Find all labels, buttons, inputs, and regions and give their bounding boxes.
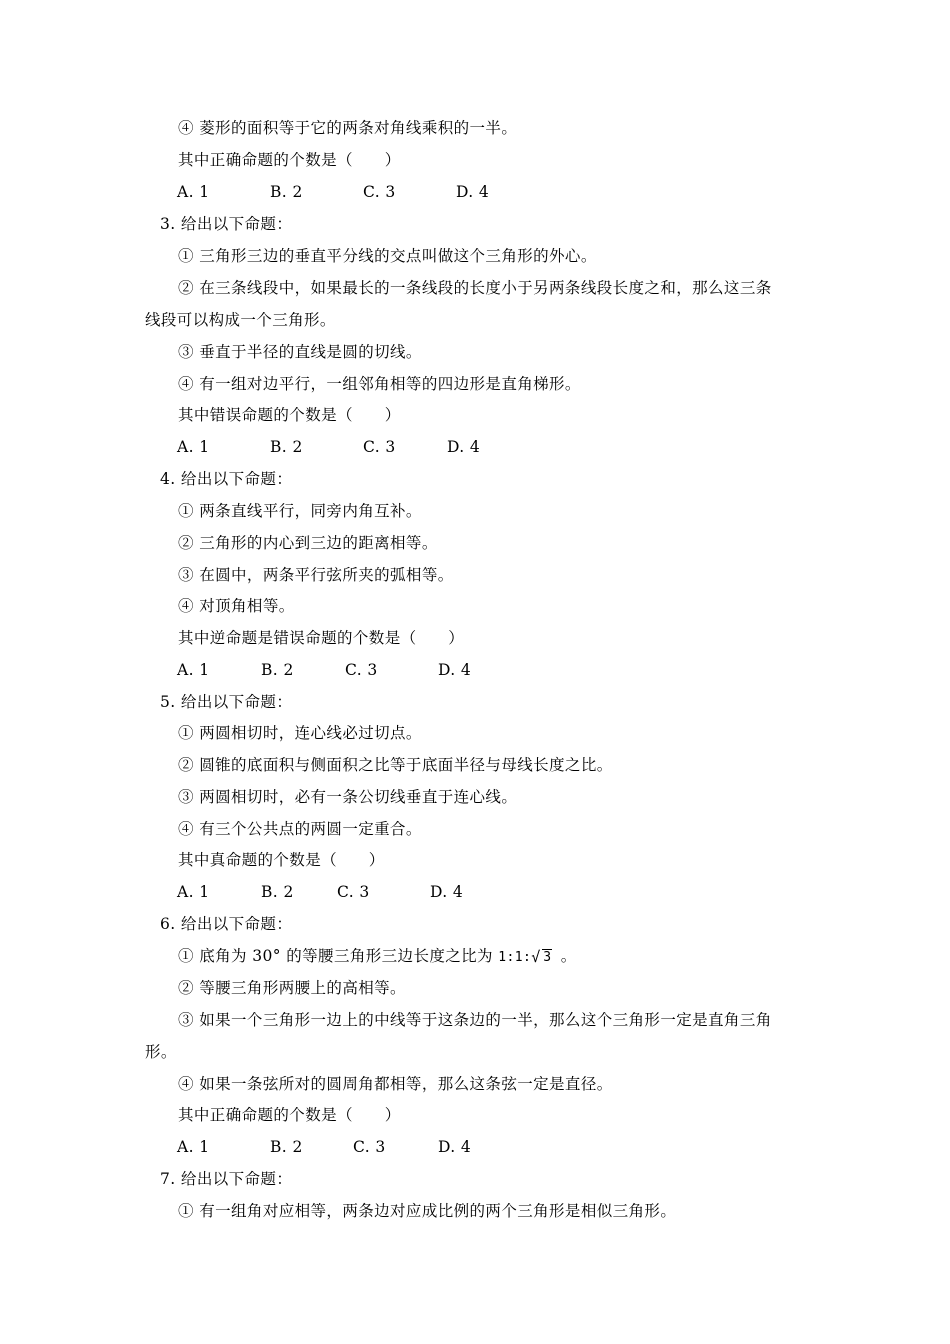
statement-6-2: ② 等腰三角形两腰上的高相等。 [178,979,406,997]
option-d: D. 4 [438,661,472,679]
option-c: C. 3 [337,883,370,901]
statement-6-4: ④ 如果一条弦所对的圆周角都相等，那么这条弦一定是直径。 [178,1075,613,1093]
option-c: C. 3 [363,438,396,456]
statement-5-4: ④ 有三个公共点的两圆一定重合。 [178,820,422,838]
question-5-prompt: 其中真命题的个数是（ ） [178,851,385,869]
option-d: D. 4 [456,183,490,201]
question-4-heading: 4. 给出以下命题： [160,470,293,488]
statement-6-3-cont: 形。 [145,1043,177,1061]
ratio-expression [498,950,560,965]
option-b: B. 2 [270,183,303,201]
statement-4-3: ③ 在圆中，两条平行弦所夹的弧相等。 [178,566,454,584]
option-a: A. 1 [177,883,210,901]
option-d: D. 4 [438,1138,472,1156]
statement-7-1: ① 有一组角对应相等，两条边对应成比例的两个三角形是相似三角形。 [178,1202,677,1220]
question-6-prompt: 其中正确命题的个数是（ ） [178,1106,401,1124]
statement-6-1 [178,946,577,968]
statement-5-2: ② 圆锥的底面积与侧面积之比等于底面半径与母线长度之比。 [178,756,613,774]
question-5-heading: 5. 给出以下命题： [160,693,293,711]
statement-3-1: ① 三角形三边的垂直平分线的交点叫做这个三角形的外心。 [178,247,597,265]
option-a: A. 1 [177,661,210,679]
option-a: A. 1 [177,1138,210,1156]
option-c: C. 3 [345,661,378,679]
statement-4-2: ② 三角形的内心到三边的距离相等。 [178,534,438,552]
statement-6-1-text: ① 底角为 30° 的等腰三角形三边长度之比为 [178,947,493,965]
statement-4-4: ④ 对顶角相等。 [178,597,295,615]
statement-3-4: ④ 有一组对边平行，一组邻角相等的四边形是直角梯形。 [178,375,581,393]
option-a: A. 1 [177,183,210,201]
statement-3-2: ② 在三条线段中，如果最长的一条线段的长度小于另两条线段长度之和，那么这三条 [178,279,772,297]
statement-5-3: ③ 两圆相切时，必有一条公切线垂直于连心线。 [178,788,518,806]
option-a: A. 1 [177,438,210,456]
option-b: B. 2 [261,661,294,679]
question-4-prompt: 其中逆命题是错误命题的个数是（ ） [178,629,465,647]
option-d: D. 4 [430,883,464,901]
statement-4-1: ① 两条直线平行，同旁内角互补。 [178,502,422,520]
option-c: C. 3 [363,183,396,201]
statement-3-2-cont: 线段可以构成一个三角形。 [145,311,336,329]
statement-2-4: ④ 菱形的面积等于它的两条对角线乘积的一半。 [178,119,518,137]
option-b: B. 2 [270,438,303,456]
statement-6-1-end: 。 [560,947,577,965]
option-b: B. 2 [270,1138,303,1156]
ratio-prefix: 1:1: [498,950,532,965]
question-6-heading: 6. 给出以下命题： [160,915,293,933]
option-d: D. 4 [447,438,481,456]
sqrt-radicand: 3 [543,950,552,965]
statement-5-1: ① 两圆相切时，连心线必过切点。 [178,724,422,742]
option-b: B. 2 [261,883,294,901]
question-7-heading: 7. 给出以下命题： [160,1170,293,1188]
option-c: C. 3 [353,1138,386,1156]
statement-3-3: ③ 垂直于半径的直线是圆的切线。 [178,343,422,361]
question-3-heading: 3. 给出以下命题： [160,215,293,233]
sqrt-symbol [533,948,552,968]
question-2-prompt: 其中正确命题的个数是（ ） [178,151,401,169]
question-3-prompt: 其中错误命题的个数是（ ） [178,406,401,424]
statement-6-3: ③ 如果一个三角形一边上的中线等于这条边的一半，那么这个三角形一定是直角三角 [178,1011,772,1029]
